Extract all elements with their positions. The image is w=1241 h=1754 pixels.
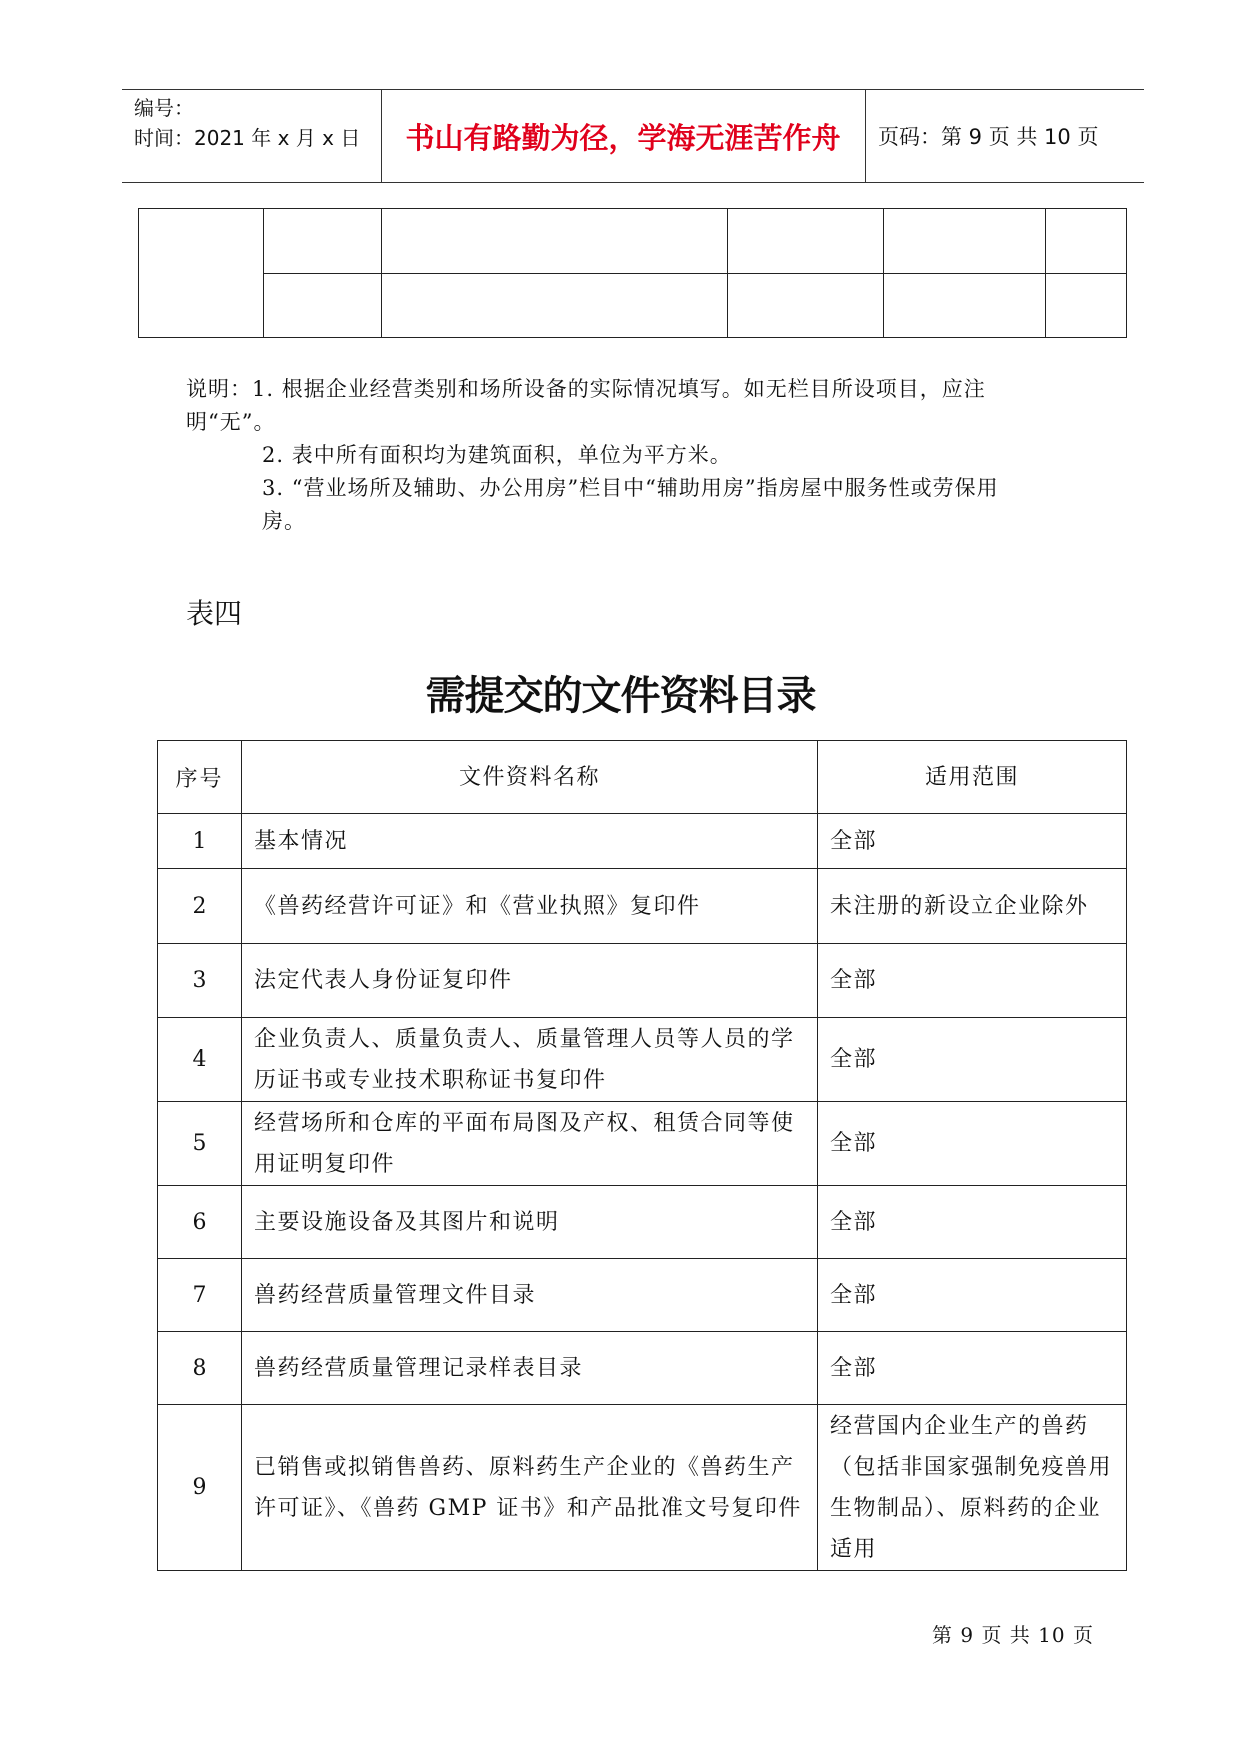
table-row-line [263,273,1126,274]
row-no: 9 [158,1405,242,1571]
row-no: 7 [158,1259,242,1332]
row-name: 《兽药经营许可证》和《营业执照》复印件 [242,869,818,944]
table-row [158,1332,1127,1405]
note-3: 3. “营业场所及辅助、办公用房”栏目中“辅助用房”指房屋中服务性或劳保用 [262,476,999,500]
row-scope: 未注册的新设立企业除外 [818,869,1127,944]
header-scope: 适用范围 [818,741,1127,814]
header-divider [865,90,866,182]
page-footer: 第 9 页 共 10 页 [932,1623,1094,1647]
row-no: 3 [158,944,242,1018]
row-no: 5 [158,1102,242,1186]
header-page-number: 页码：第 9 页 共 10 页 [878,125,1099,149]
table-row [158,1018,1127,1102]
number-label: 编号： [134,96,194,120]
page-header [122,89,1144,183]
row-scope: 全部 [818,1332,1127,1405]
note-1-cont: 明“无”。 [186,410,276,434]
continued-table [138,208,1127,338]
table-row [158,814,1127,869]
row-no: 8 [158,1332,242,1405]
table-row [158,1102,1127,1186]
note-3-cont: 房。 [262,509,306,533]
document-title: 需提交的文件资料目录 [425,673,816,719]
row-no: 6 [158,1186,242,1259]
row-name: 主要设施设备及其图片和说明 [242,1186,818,1259]
row-name: 经营场所和仓库的平面布局图及产权、租赁合同等使用证明复印件 [242,1102,818,1186]
table-row [158,1405,1127,1571]
row-name: 企业负责人、质量负责人、质量管理人员等人员的学历证书或专业技术职称证书复印件 [242,1018,818,1102]
row-name: 法定代表人身份证复印件 [242,944,818,1018]
table-row [158,944,1127,1018]
row-no: 1 [158,814,242,869]
document-list-table [157,740,1127,1571]
row-scope: 经营国内企业生产的兽药（包括非国家强制免疫兽用生物制品）、原料药的企业适用 [818,1405,1127,1571]
table-row [158,1259,1127,1332]
row-no: 2 [158,869,242,944]
row-name: 基本情况 [242,814,818,869]
header-motto: 书山有路勤为径，学海无涯苦作舟 [405,120,841,155]
table-header-row [158,741,1127,814]
header-meta [134,93,360,153]
table-label: 表四 [186,597,243,630]
note-1: 说明：1. 根据企业经营类别和场所设备的实际情况填写。如无栏目所设项目，应注 [186,377,986,401]
note-2: 2. 表中所有面积均为建筑面积，单位为平方米。 [262,443,732,467]
time-label: 时间：2021 年 x 月 x 日 [134,126,361,150]
row-name: 兽药经营质量管理记录样表目录 [242,1332,818,1405]
row-scope: 全部 [818,1018,1127,1102]
row-name: 兽药经营质量管理文件目录 [242,1259,818,1332]
row-no: 4 [158,1018,242,1102]
table-row [158,869,1127,944]
row-scope: 全部 [818,814,1127,869]
row-scope: 全部 [818,944,1127,1018]
header-no: 序号 [158,741,242,814]
row-name: 已销售或拟销售兽药、原料药生产企业的《兽药生产许可证》、《兽药 GMP 证书》和产品批准文号复印件 [242,1405,818,1571]
row-scope: 全部 [818,1259,1127,1332]
table-row [158,1186,1127,1259]
row-scope: 全部 [818,1186,1127,1259]
row-scope: 全部 [818,1102,1127,1186]
header-name: 文件资料名称 [242,741,818,814]
notes [186,373,1086,538]
